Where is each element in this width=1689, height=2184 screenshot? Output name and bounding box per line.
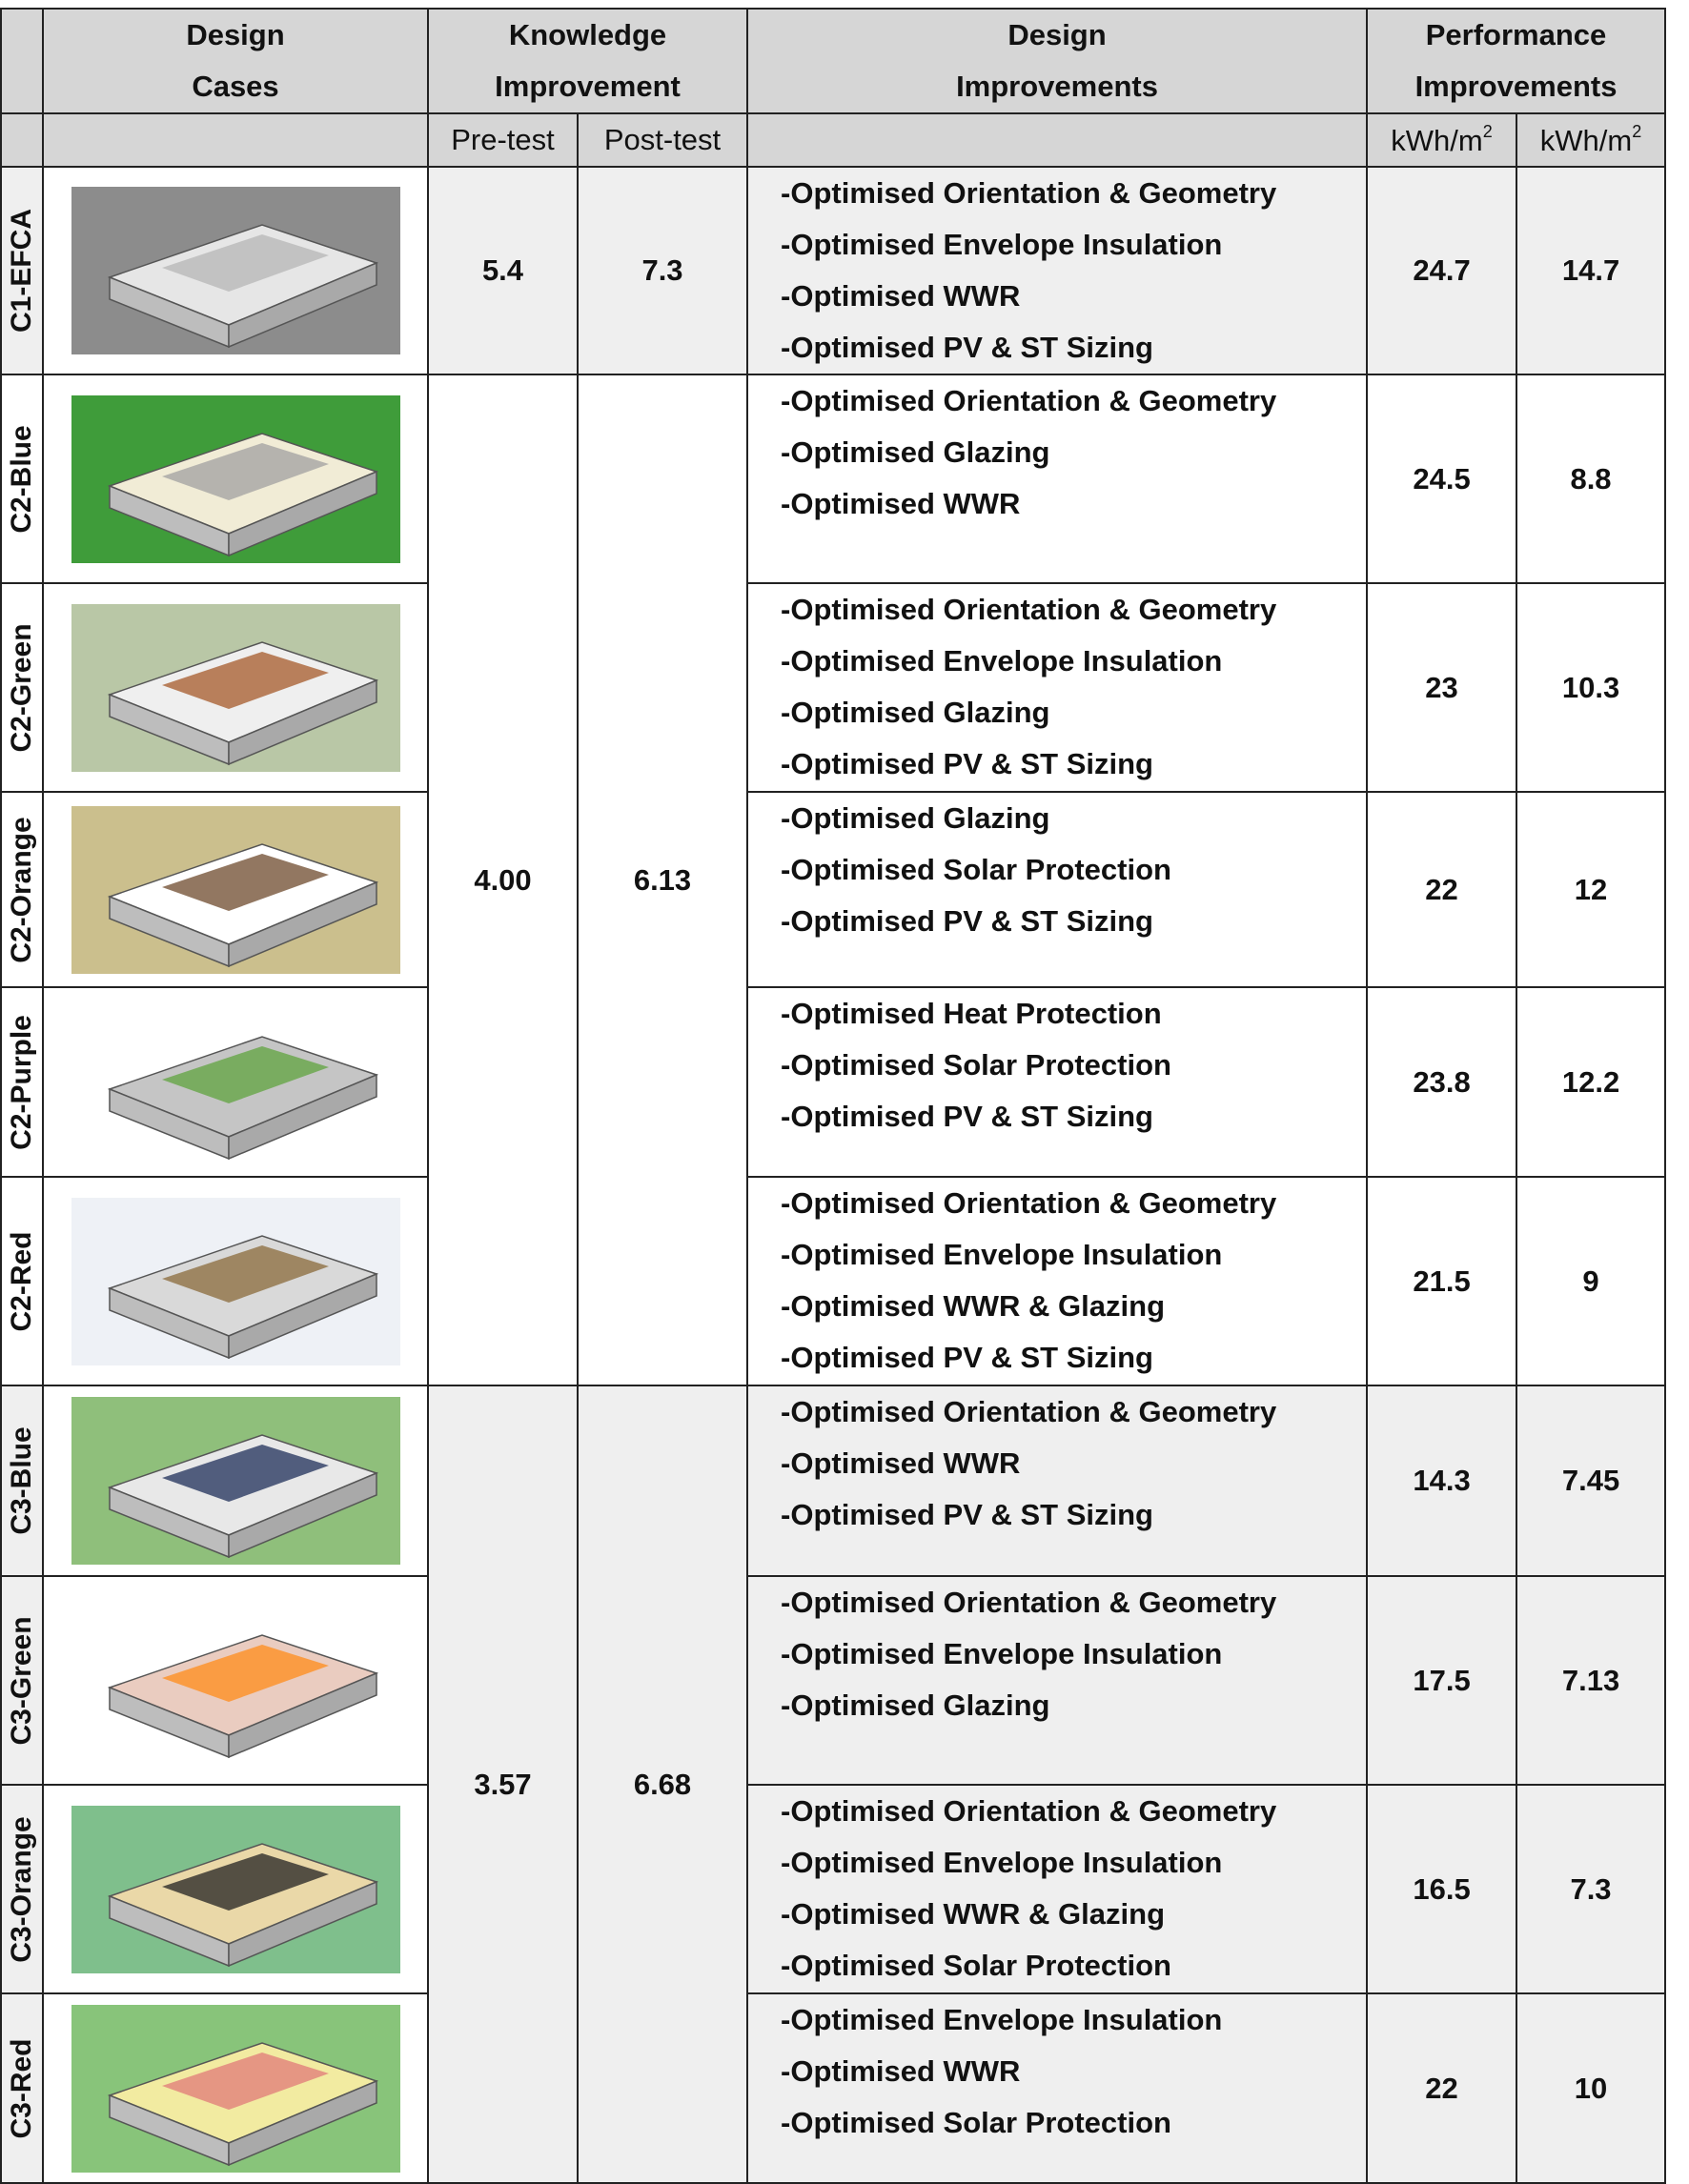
improvement-item: -Optimised PV & ST Sizing bbox=[781, 904, 1153, 938]
case-label bbox=[1, 167, 43, 374]
performance-after: 12 bbox=[1516, 792, 1665, 987]
table-row bbox=[1, 1177, 1665, 1385]
performance-after: 14.7 bbox=[1516, 167, 1665, 374]
performance-before: 14.3 bbox=[1367, 1385, 1516, 1576]
case-thumbnail-cell bbox=[43, 374, 428, 583]
improvement-item: -Optimised Envelope Insulation bbox=[781, 1637, 1223, 1670]
table-row bbox=[1, 987, 1665, 1177]
case-label bbox=[1, 1177, 43, 1385]
subheader-blank-improvements bbox=[747, 113, 1367, 167]
performance-before: 21.5 bbox=[1367, 1177, 1516, 1385]
improvement-item: -Optimised Orientation & Geometry bbox=[781, 1586, 1277, 1619]
pre-test-score: 5.4 bbox=[428, 167, 578, 374]
case-thumbnail-cell bbox=[43, 1576, 428, 1785]
improvement-item: -Optimised Glazing bbox=[781, 1689, 1050, 1722]
improvement-item: -Optimised PV & ST Sizing bbox=[781, 1341, 1153, 1374]
improvement-item: -Optimised WWR & Glazing bbox=[781, 1897, 1166, 1931]
performance-after: 7.3 bbox=[1516, 1785, 1665, 1993]
improvement-item: -Optimised Envelope Insulation bbox=[781, 228, 1223, 261]
improvement-item: -Optimised Solar Protection bbox=[781, 2106, 1171, 2139]
performance-after: 7.13 bbox=[1516, 1576, 1665, 1785]
improvement-item: -Optimised Orientation & Geometry bbox=[781, 1186, 1277, 1220]
building-render-image bbox=[71, 604, 400, 772]
table-row bbox=[1, 1993, 1665, 2183]
building-render-image bbox=[71, 187, 400, 354]
design-improvements-list bbox=[747, 167, 1367, 374]
performance-after: 7.45 bbox=[1516, 1385, 1665, 1576]
design-improvements-list bbox=[747, 792, 1367, 987]
subheader-blank bbox=[43, 113, 428, 167]
case-label-text: C2-Orange bbox=[6, 816, 37, 963]
design-improvements-list bbox=[747, 583, 1367, 792]
case-thumbnail-cell bbox=[43, 1385, 428, 1576]
improvement-item: -Optimised Orientation & Geometry bbox=[781, 1395, 1277, 1428]
building-render-image bbox=[71, 1597, 400, 1765]
case-label-text: C3-Orange bbox=[6, 1815, 37, 1963]
improvement-item: -Optimised WWR bbox=[781, 1446, 1021, 1480]
performance-after: 10 bbox=[1516, 1993, 1665, 2183]
improvement-item: -Optimised Orientation & Geometry bbox=[781, 1794, 1277, 1828]
subheader-pre-test: Pre-test bbox=[428, 113, 578, 167]
table-row bbox=[1, 374, 1665, 583]
building-render-image bbox=[71, 1397, 400, 1565]
performance-after: 8.8 bbox=[1516, 374, 1665, 583]
performance-before: 17.5 bbox=[1367, 1576, 1516, 1785]
design-improvements-list bbox=[747, 1993, 1367, 2183]
case-label bbox=[1, 987, 43, 1177]
table-row bbox=[1, 167, 1665, 374]
case-label bbox=[1, 792, 43, 987]
improvement-item: -Optimised PV & ST Sizing bbox=[781, 331, 1153, 364]
performance-before: 23.8 bbox=[1367, 987, 1516, 1177]
post-test-score: 6.13 bbox=[578, 374, 747, 1385]
table-row bbox=[1, 583, 1665, 792]
improvement-item: -Optimised Envelope Insulation bbox=[781, 644, 1223, 677]
performance-before: 22 bbox=[1367, 792, 1516, 987]
improvement-item: -Optimised Orientation & Geometry bbox=[781, 176, 1277, 210]
improvement-item: -Optimised WWR & Glazing bbox=[781, 1289, 1166, 1323]
improvement-item: -Optimised Solar Protection bbox=[781, 853, 1171, 886]
design-improvements-list bbox=[747, 374, 1367, 583]
improvement-item: -Optimised Solar Protection bbox=[781, 1949, 1171, 1982]
header-design-improvements: Design Improvements bbox=[747, 9, 1367, 113]
case-label bbox=[1, 583, 43, 792]
improvement-item: -Optimised Heat Protection bbox=[781, 997, 1162, 1030]
table-row bbox=[1, 1785, 1665, 1993]
table-row bbox=[1, 1576, 1665, 1785]
improvement-item: -Optimised Envelope Insulation bbox=[781, 1846, 1223, 1879]
case-label bbox=[1, 374, 43, 583]
improvement-item: -Optimised Glazing bbox=[781, 435, 1050, 469]
header-design-cases: Design Cases bbox=[43, 9, 428, 113]
design-improvements-list bbox=[747, 1385, 1367, 1576]
building-render-image bbox=[71, 2005, 400, 2173]
improvement-item: -Optimised Orientation & Geometry bbox=[781, 593, 1277, 626]
improvement-item: -Optimised PV & ST Sizing bbox=[781, 1498, 1153, 1531]
improvement-item: -Optimised PV & ST Sizing bbox=[781, 1100, 1153, 1133]
case-thumbnail-cell bbox=[43, 1993, 428, 2183]
building-render-image bbox=[71, 1806, 400, 1973]
design-improvements-list bbox=[747, 1177, 1367, 1385]
case-label bbox=[1, 1576, 43, 1785]
subheader-unit-before: kWh/$m^2$ bbox=[1367, 113, 1516, 167]
post-test-score: 7.3 bbox=[578, 167, 747, 374]
case-label-text: C3-Red bbox=[6, 2037, 37, 2139]
improvement-item: -Optimised PV & ST Sizing bbox=[781, 747, 1153, 780]
case-label-text: C2-Blue bbox=[6, 424, 37, 534]
design-improvements-list bbox=[747, 1785, 1367, 1993]
case-thumbnail-cell bbox=[43, 1177, 428, 1385]
building-render-image bbox=[71, 395, 400, 563]
pre-test-score: 4.00 bbox=[428, 374, 578, 1385]
improvement-item: -Optimised Envelope Insulation bbox=[781, 2003, 1223, 2036]
table-row bbox=[1, 1385, 1665, 1576]
case-label-text: C2-Green bbox=[6, 622, 37, 753]
post-test-score: 6.68 bbox=[578, 1385, 747, 2183]
building-render-image bbox=[71, 806, 400, 974]
case-label-text: C3-Blue bbox=[6, 1426, 37, 1535]
improvement-item: -Optimised Glazing bbox=[781, 801, 1050, 835]
case-label-text: C2-Purple bbox=[6, 1014, 37, 1150]
improvement-item: -Optimised Orientation & Geometry bbox=[781, 384, 1277, 417]
performance-after: 12.2 bbox=[1516, 987, 1665, 1177]
improvement-item: -Optimised Solar Protection bbox=[781, 1048, 1171, 1082]
performance-before: 16.5 bbox=[1367, 1785, 1516, 1993]
case-thumbnail-cell bbox=[43, 987, 428, 1177]
performance-before: 23 bbox=[1367, 583, 1516, 792]
case-thumbnail-cell bbox=[43, 792, 428, 987]
subheader-post-test: Post-test bbox=[578, 113, 747, 167]
building-render-image bbox=[71, 1198, 400, 1365]
improvement-item: -Optimised WWR bbox=[781, 2054, 1021, 2088]
header-knowledge-improvement: Knowledge Improvement bbox=[428, 9, 747, 113]
table-row bbox=[1, 792, 1665, 987]
header-corner bbox=[1, 9, 43, 113]
case-label-text: C2-Red bbox=[6, 1230, 37, 1332]
performance-after: 9 bbox=[1516, 1177, 1665, 1385]
case-label bbox=[1, 1785, 43, 1993]
building-render-image bbox=[71, 999, 400, 1166]
design-improvements-list bbox=[747, 987, 1367, 1177]
improvement-item: -Optimised WWR bbox=[781, 487, 1021, 520]
case-label bbox=[1, 1993, 43, 2183]
subheader-corner bbox=[1, 113, 43, 167]
case-label bbox=[1, 1385, 43, 1576]
case-label-text: C1-EFCA bbox=[6, 208, 37, 334]
performance-before: 22 bbox=[1367, 1993, 1516, 2183]
improvement-item: -Optimised WWR bbox=[781, 279, 1021, 313]
performance-after: 10.3 bbox=[1516, 583, 1665, 792]
design-cases-table bbox=[0, 8, 1666, 2184]
case-thumbnail-cell bbox=[43, 1785, 428, 1993]
subheader-unit-after: kWh/$m^2$ bbox=[1516, 113, 1665, 167]
performance-before: 24.7 bbox=[1367, 167, 1516, 374]
case-thumbnail-cell bbox=[43, 583, 428, 792]
improvement-item: -Optimised Glazing bbox=[781, 696, 1050, 729]
case-thumbnail-cell bbox=[43, 167, 428, 374]
design-improvements-list bbox=[747, 1576, 1367, 1785]
improvement-item: -Optimised Envelope Insulation bbox=[781, 1238, 1223, 1271]
performance-before: 24.5 bbox=[1367, 374, 1516, 583]
case-label-text: C3-Green bbox=[6, 1615, 37, 1746]
header-performance-improvements: Performance Improvements bbox=[1367, 9, 1665, 113]
pre-test-score: 3.57 bbox=[428, 1385, 578, 2183]
